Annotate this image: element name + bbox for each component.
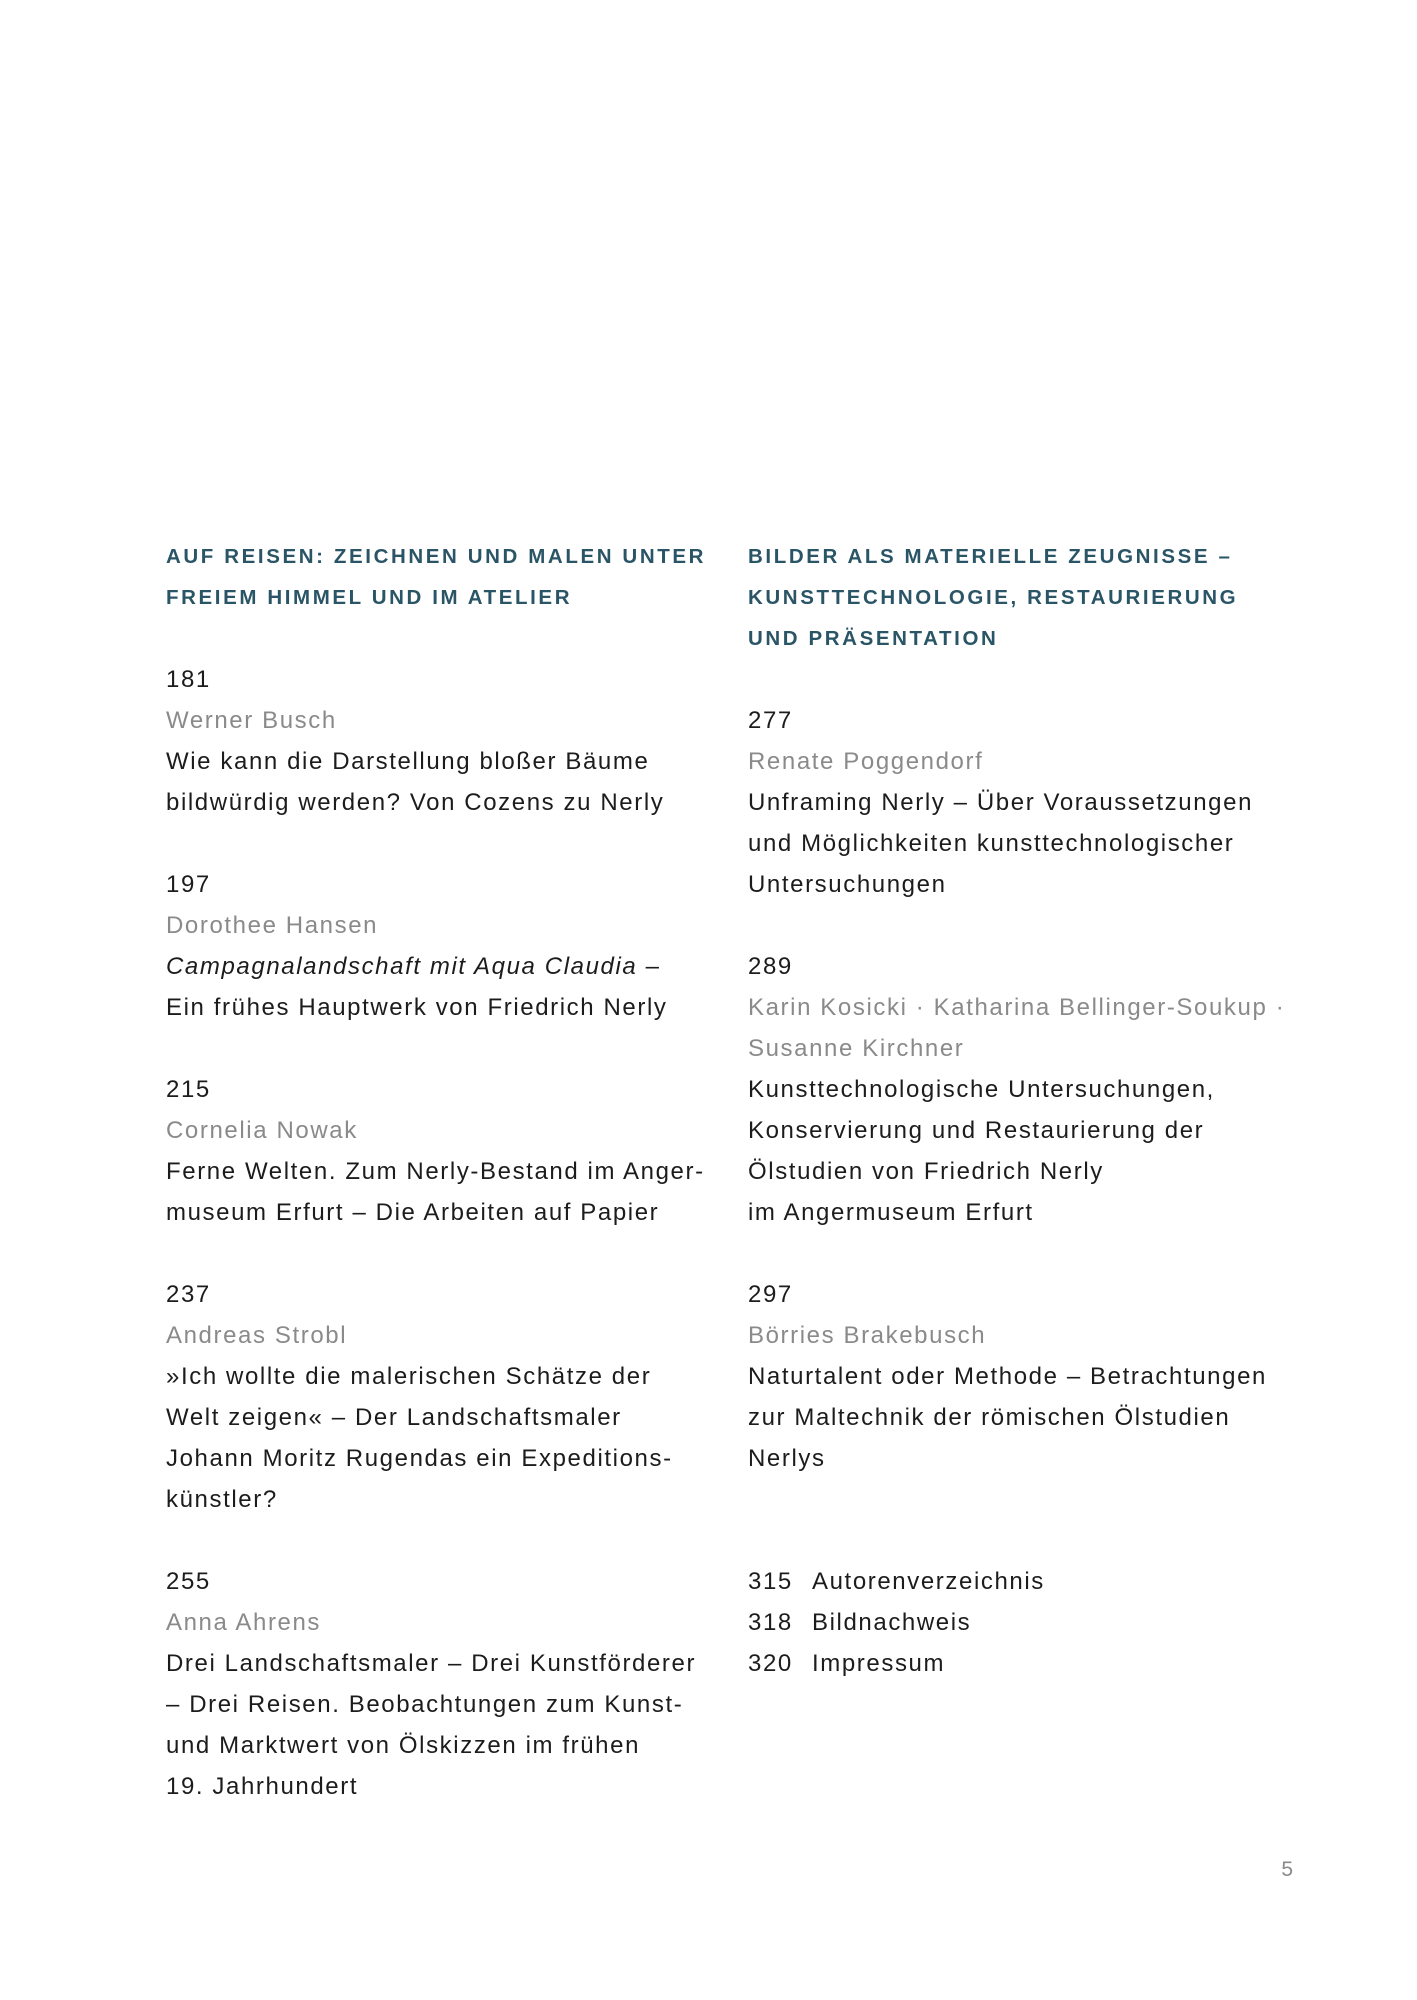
entry-title-line: Drei Landschaftsmaler – Drei Kunstförderer — [166, 1650, 697, 1677]
page-number: 237 — [166, 1281, 211, 1308]
page-number: 181 — [166, 666, 211, 693]
entry-title-italic: Campagnalandschaft mit Aqua Claudia — [166, 953, 638, 980]
entry-title-line: bildwürdig werden? Von Cozens zu Nerly — [166, 789, 665, 816]
entry-title-line: Ein frühes Hauptwerk von Friedrich Nerly — [166, 994, 668, 1021]
entry-title-line: Welt zeigen« – Der Landschaftsmaler — [166, 1404, 622, 1431]
entry-author: Dorothee Hansen — [166, 912, 379, 939]
page-number: 197 — [166, 871, 211, 898]
entry-author: Börries Brakebusch — [748, 1322, 987, 1349]
entry-title-dash: – — [637, 953, 661, 980]
entry-author: Cornelia Nowak — [166, 1117, 358, 1144]
entry-title-line: Wie kann die Darstellung bloßer Bäume — [166, 748, 650, 775]
section-heading-line: BILDER ALS MATERIELLE ZEUGNISSE – — [748, 545, 1233, 568]
entry-title-line: Kunsttechnologische Untersuchungen, — [748, 1076, 1215, 1103]
entry-author: Karin Kosicki · Katharina Bellinger-Soukup · — [748, 994, 1286, 1021]
toc-entry[interactable] — [166, 659, 726, 823]
appendix-entry[interactable] — [748, 1643, 1308, 1684]
entry-author: Werner Busch — [166, 707, 337, 734]
section-heading-line: AUF REISEN: ZEICHNEN UND MALEN UNTER — [166, 545, 707, 568]
page-number: 215 — [166, 1076, 211, 1103]
entry-title-line: Untersuchungen — [748, 871, 947, 898]
section-heading-line: KUNSTTECHNOLOGIE, RESTAURIERUNG — [748, 586, 1239, 609]
entry-title-line — [166, 946, 726, 987]
section-heading-line: FREIEM HIMMEL UND IM ATELIER — [166, 586, 573, 609]
entry-title-line: museum Erfurt – Die Arbeiten auf Papier — [166, 1199, 660, 1226]
entry-title-line: und Marktwert von Ölskizzen im frühen — [166, 1732, 641, 1759]
entry-title-line: Nerlys — [748, 1445, 826, 1472]
entry-title-line: Konservierung und Restaurierung der — [748, 1117, 1205, 1144]
entry-title-line: Ferne Welten. Zum Nerly-Bestand im Anger- — [166, 1158, 705, 1185]
appendix-entry[interactable] — [748, 1561, 1308, 1602]
page-number: 315 — [748, 1568, 793, 1595]
toc-column-right — [748, 536, 1308, 1684]
entry-title-line: Ölstudien von Friedrich Nerly — [748, 1158, 1104, 1185]
entry-author: Renate Poggendorf — [748, 748, 984, 775]
toc-entry[interactable] — [748, 1274, 1308, 1479]
toc-entry[interactable] — [166, 1561, 726, 1807]
entry-author: Susanne Kirchner — [748, 1035, 965, 1062]
page-number: 320 — [748, 1650, 793, 1677]
entry-title-line: zur Maltechnik der römischen Ölstudien — [748, 1404, 1231, 1431]
appendix-list — [748, 1561, 1308, 1684]
page-number: 318 — [748, 1609, 793, 1636]
entry-title-line: – Drei Reisen. Beobachtungen zum Kunst- — [166, 1691, 684, 1718]
entry-title-line: Unframing Nerly – Über Voraussetzungen — [748, 789, 1254, 816]
entry-title-line: und Möglichkeiten kunsttechnologischer — [748, 830, 1235, 857]
entry-title-line: Naturtalent oder Methode – Betrachtungen — [748, 1363, 1267, 1390]
appendix-label: Autorenverzeichnis — [812, 1568, 1045, 1595]
page-number: 297 — [748, 1281, 793, 1308]
entry-title-line: 19. Jahrhundert — [166, 1773, 359, 1800]
page-number: 289 — [748, 953, 793, 980]
toc-column-left — [166, 536, 726, 1807]
entry-title-line: im Angermuseum Erfurt — [748, 1199, 1034, 1226]
page-number: 277 — [748, 707, 793, 734]
entry-title-line: »Ich wollte die malerischen Schätze der — [166, 1363, 652, 1390]
page-number: 255 — [166, 1568, 211, 1595]
entry-author: Anna Ahrens — [166, 1609, 322, 1636]
toc-entry[interactable] — [166, 864, 726, 1028]
toc-entry[interactable] — [748, 700, 1308, 905]
entry-title-line: künstler? — [166, 1486, 278, 1513]
appendix-label: Bildnachweis — [812, 1609, 972, 1636]
appendix-label: Impressum — [812, 1650, 946, 1677]
toc-entry[interactable] — [166, 1069, 726, 1233]
section-heading-line: UND PRÄSENTATION — [748, 627, 999, 650]
entry-title-line: Johann Moritz Rugendas ein Expeditions- — [166, 1445, 673, 1472]
appendix-entry[interactable] — [748, 1602, 1308, 1643]
toc-entry[interactable] — [748, 946, 1308, 1233]
entry-author: Andreas Strobl — [166, 1322, 348, 1349]
page-folio: 5 — [1281, 1858, 1294, 1881]
toc-entry[interactable] — [166, 1274, 726, 1520]
